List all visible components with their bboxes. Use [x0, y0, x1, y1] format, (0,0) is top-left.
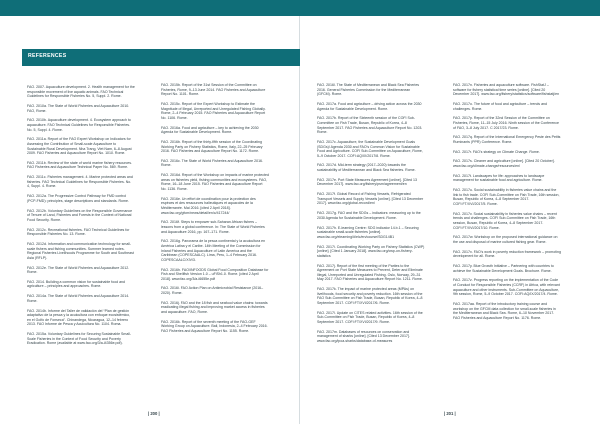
reference-column-4: [453, 83, 561, 326]
reference-entry: FAO. 2017l. Update on CITES related activities. 16th session of the Sub-Committee on Fish Trade, Busan, Republic of Korea, 4–8 September 2017. COFI:FT/XVI/2017/9. Rome.: [317, 310, 423, 324]
reference-entry: FAO. 2016g. Panorama de la pesca continental y la acuicultura en América Latina y el Caribe. 14th Meeting of the Commission for Inland Fisheries and Aquaculture of Latin America and the Caribbean (COPESCAALC). Lima, Peru, 1–4 February 2016. COPESCAALC/XIV/3.: [161, 239, 266, 262]
reference-entry: FAO. 2017k. The impact of marine protected areas (MPAs) on livelihoods, food security and poverty reduction. 16th session of the FAO Sub-Committee on Fish Trade, Busan, Republic of Korea, 4–8 September 2017. COFI:FT/XVI/2017/6. Rome.: [317, 287, 423, 305]
reference-column-1: [27, 85, 135, 351]
reference-entry: FAO. 2016i. FAO Action Plan on Antimicrobial Resistance (2016–2020). Rome.: [161, 286, 264, 296]
reference-entry: FAO. 2016e. Un effort de coordination pour la protection des espèces et des ressources halieutiques et aquacoles de la Méditerranée. Mai 2016. [cited 2 April 2018]. www.fao.org/gfcm/news/detail/en/c/417244/: [161, 196, 256, 215]
reference-entry: FAO. 2017i. Coordinating Working Party on Fishery Statistics (CWP) [online]. [Cited 1 January 2018]. www.fao.org/cwp-on-fishery-statistics: [317, 244, 425, 258]
reference-entry: FAO. 2014b. Informe del Taller de validación del “Plan de gestión adaptativo de la pesca y la acuicultura con enfoque ecosistémico, en el Golfo de Fonseca”. Chinandega, Nicaragua, 12–14 febrero 2013. FAO Informe de Pesca y Acuicultura No. 1104. Roma.: [27, 308, 131, 327]
reference-entry: FAO. 2016b. Report of the thirty-fifth session of the Coordinating Working Party on Fishery Statistics, Rome, Italy, 22–25 February 2016. FAO Fisheries and Aquaculture Report No. 1172. Rome.: [161, 139, 263, 154]
reference-entry: FAO. 2017s. Cleaner and agriculture [online]. [Cited 20 October]. www.fao.org/climate-change/resources/en/: [453, 159, 555, 169]
reference-entry: FAO. 2010a. The State of World Fisheries and Aquaculture 2010. FAO, Rome.: [27, 103, 130, 113]
reference-entry: FAO. 2017p. Report of the 32nd Session of the Committee on Fisheries, Rome, 11–15 July 2016. Ninth session of the Conference of FAO, 3–8 July 2017. C 2017/23. Rome.: [453, 116, 560, 130]
section-header: [22, 49, 300, 66]
reference-entry: FAO. 2010b. Aquaculture development. 4. Ecosystem approach to aquaculture. FAO Technical Guidelines for Responsible Fisheries. No. 5, Suppl. 4. Rome.: [27, 118, 131, 132]
reference-entry: FAO. 2017w. Workshop on the proposed international guidance on the use and disposal of marine cultured fishing gear. Rome.: [453, 235, 558, 244]
reference-entry: FAO. 2011b. Review of the state of world marine fishery resources. FAO Fisheries and Aquaculture Technical Paper No. 569. Rome.: [27, 160, 133, 170]
reference-entry: FAO. 2017q. Report of the International Emergency Peste des Petits Ruminants (PPR) Conference. Rome.: [453, 135, 561, 144]
reference-entry: FAO. 2017j. Report of the first meeting of the Parties to the Agreement on Port State Measures to Prevent, Deter and Eliminate Illegal, Unreported and Unregulated Fishing. Oslo, Norway, 29–31 May 2017. FAO Fisheries and Aquaculture Report No. 1211. Rome.: [317, 263, 423, 282]
reference-entry: FAO. 2016d. Report of the Workshop on impacts of marine protected areas on fisheries yield, fishing communities and ecosystems. FAO, Rome, 16–18 June 2015. FAO Fisheries and Aquaculture Report No. 1136. Rome.: [161, 173, 269, 192]
reference-entry: FAO. 2015c. Report of the Expert Workshop to Estimate the Magnitude of Illegal, Unreported and Unregulated Fishing Globally. Rome, 2–4 February 2015. FAO Fisheries and Aquaculture Report No. 1106. Rome.: [161, 101, 266, 120]
reference-entry: FAO. 2016j. FAO and the 18 fish and seafood value chains: towards eradicating illegal fishing and improving market access in fisheries and aquaculture. FAO, Rome.: [161, 300, 268, 315]
reference-entry: FAO. 2011a. Report of the FAO Expert Workshop on Indicators for Assessing the Contribution of Small-scale Aquaculture to Sustainable Rural Development. Nha Trang, Viet Nam, 6–8 August 2009. FAO Fisheries and Aquaculture Report No. 1010. Rome.: [27, 137, 132, 156]
reference-entry: FAO. 2016k. Report of the seventh meeting of the FAO-GEF Working Group on Aquaculture. Bali, Indonesia, 2–4 February 2016. FAO Fisheries and Aquaculture Report No. 1155. Rome.: [161, 319, 268, 333]
reference-entry: FAO. 2012c. Recreational fisheries. FAO Technical Guidelines for Responsible Fisheries No. 13. Rome.: [27, 227, 130, 237]
reference-entry: FAO. 2017v. Social sustainability in fisheries value chains – recent trends and challenges. COFI Sub-Committee on Fish Trade, 16th session, Busan, Republic of Korea, 4–8 September 2017. COFI:FT/XVI/2017/10. Rome.: [453, 211, 557, 230]
reference-entry: FAO. 2017g. FAO and the SDGs – indicators: measuring up to the 2030 Agenda for Sustainable Development. Rome.: [317, 211, 421, 220]
reference-entry: FAO. 2017f. Global Record of Fishing Vessels, Refrigerated Transport Vessels and Supply Vessels [online]. [Cited 13 December 2017]. www.fao.org/global-record/en/: [317, 192, 424, 206]
reference-entry: FAO. 2017m. Databases of resources on conservation and management of sharks [online]. [Cited 13 December 2017]. www.fao.org/ipoa-sharks/database-of-measures: [317, 329, 410, 343]
reference-entry: FAO. 2012d. Information and communication technology for small-scale fishers and fishing communities. Summer learned notes. Regional Fisheries Livelihoods Programme for South and Southeast Asia (RFLP).: [27, 241, 134, 260]
reference-entry: FAO. 2016l. The State of Mediterranean and Black Sea Fisheries 2016. General Fisheries Commission for the Mediterranean (GFCM). Rome.: [317, 83, 420, 97]
section-title: REFERENCES: [28, 53, 67, 59]
reference-entry: FAO. 2016h. FAO/INFOODS Global Food Composition Database for Fish and Shellfish Version 1.0 – uFiSh1.0. Rome. [cited 2 April 2018]. www.fao.org/3/a-i6655e.pdf: [161, 267, 269, 281]
reference-entry: FAO. 2012a. The Progressive Control Pathway for FMD control (PCP-FMD): principles, stage descriptions and standards. Rome.: [27, 194, 129, 203]
reference-entry: FAO. 2016c. The State of World Fisheries and Aquaculture 2016. Rome.: [161, 158, 264, 168]
reference-entry: FAO. 2011c. Fisheries management. 4. Marine protected areas and fisheries. FAO Technical Guidelines for Responsible Fisheries. No. 4, Suppl. 4. Rome.: [27, 175, 133, 189]
reference-entry: FAO. 2017h. E-learning Centre: SDG indicator 14.b.1 – Securing sustainable small-scale fisheries [online]. www.fao.org/elearning/#/elc/en/course/SDG14B1: [317, 225, 419, 239]
reference-entry: FAO. 2012e. The State of World Fisheries and Aquaculture 2012. Rome.: [27, 265, 130, 275]
reference-entry: FAO. 2017z. Progress reporting on the implementation of the Code of Conduct for Responsible Fisheries (CCRF) in Africa, with relevant aquaculture and other instruments. Sub-Committee on Aquaculture, 9th session, Rome, 5–9 October 2017. COFI:AQ/IX/2017/4. Rome.: [453, 278, 560, 297]
reference-entry: FAO. 2014a. The State of World Fisheries and Aquaculture 2014. Rome.: [27, 294, 130, 303]
reference-entry: FAO. 2017d. Mid-term strategy (2017–2020) towards the sustainability of Mediterranean and Black Sea fisheries. Rome.: [317, 163, 416, 173]
reference-entry: FAO. 2017c. Aquaculture, the Sustainable Development Goals (SDGs)/ Agenda 2030 and FAO's Common Vision for Sustainable Food and Agriculture. COFI Sub-Committee on Aquaculture, Rome, 5–9 October 2017. COFI:AQ/IX/2017/8. Rome.: [317, 139, 423, 158]
reference-entry: FAO. 2017e. Port State Measures Agreement [online]. [Cited 13 December 2017]. www.fao.org/fishery/psm/agreement/en: [317, 177, 417, 187]
reference-entry: FAO. 2015b. Report of the 31st Session of the Committee on Fisheries, Rome, 9–13 June 2014. FAO Fisheries and Aquaculture Report No. 1101. Rome.: [161, 83, 266, 97]
reference-entry: FAO. 2016f. Steps to empower sub-Saharan African fishers – lessons from a global conference. In: The State of World Fisheries and Aquaculture 2016, pp. 167–171. Rome.: [161, 220, 265, 234]
reference-entry: FAO. 2017a. Food and agriculture – driving action across the 2030 Agenda for Sustainable Development. Rome.: [317, 101, 422, 111]
reference-entry: FAO. 2016a. Food and agriculture – key to achieving the 2030 Agenda for Sustainable Development. Rome.: [161, 125, 259, 135]
reference-entry: FAO. 2017y. Blue Growth Initiative – Partnering with countries to achieve the Sustainable Development Goals. Brochure. Rome.: [453, 264, 554, 273]
spine-gutter: [299, 16, 300, 424]
reference-column-2: [161, 83, 269, 339]
reference-column-3: [317, 83, 425, 349]
reference-entry: FAO. 2017t. Landscapes for life: approaches to landscape management for sustainable food and agriculture. Rome.: [453, 173, 545, 183]
top-band: [0, 0, 600, 16]
reference-entry: FAO. 2017x. FAO's work in poverty reduction framework – promoting development for all. Rome.: [453, 249, 561, 259]
reference-entry: FAO. 2017r. FAO's strategy on Climate Change. Rome.: [453, 149, 540, 154]
reference-entry: FAO. 2017o. The future of food and agriculture – trends and challenges. Rome.: [453, 101, 547, 111]
page-number-left: | 200 |: [148, 411, 160, 416]
reference-entry: FAO. 2017aa. Report of the introductory training course and workshop on the GFCM data collection for small-scale fisheries in the Mediterranean and Black Sea. Rome, 6–10 November 2017. FAO Fisheries and Aquaculture Report No. 1176. Rome.: [453, 302, 556, 320]
reference-entry: FAO. 2017u. Social sustainability in fisheries value chains and the link to fish trade. COFI Sub-Committee on Fish Trade, 16th session, Busan, Republic of Korea, 4–8 September 2017. COFI:FT/XVI/2017/5. Rome.: [453, 188, 560, 206]
reference-entry: FAO. 2017b. Report of the Sixteenth session of the COFI Sub-Committee on Fish Trade, Busan, Republic of Korea, 4–8 September 2017. FAO Fisheries and Aquaculture Report No. 1203. Rome.: [317, 116, 423, 135]
reference-entry: FAO. 2015a. Voluntary Guidelines for Securing Sustainable Small-Scale Fisheries in the Context of Food Security and Poverty Eradication. Rome (available at www.fao.org/3/a-i4356e.pdf).: [27, 332, 132, 346]
reference-entry: FAO. 2017n. Fisheries and aquaculture software. FishStatJ – software for fishery statistical time series [online]. [Cited 20 December 2017]. www.fao.org/fishery/statistics/software/fishstatj/en: [453, 83, 560, 97]
reference-entry: FAO. 2014. Building a common vision for sustainable food and agriculture – principles and approaches. Rome.: [27, 279, 125, 289]
page-number-right: | 201 |: [444, 411, 456, 416]
reference-entry: FAO. 2007. Aquaculture development. 2. Health management for the responsible movement of live aquatic animals. FAO Technical Guidelines for Responsible Fisheries No. 5, Suppl. 2. Rome.: [27, 85, 135, 99]
reference-entry: FAO. 2012b. Voluntary Guidelines on the Responsible Governance of Tenure of Land, Fisheries and Forests in the Context of National Food Security. Rome.: [27, 208, 133, 222]
